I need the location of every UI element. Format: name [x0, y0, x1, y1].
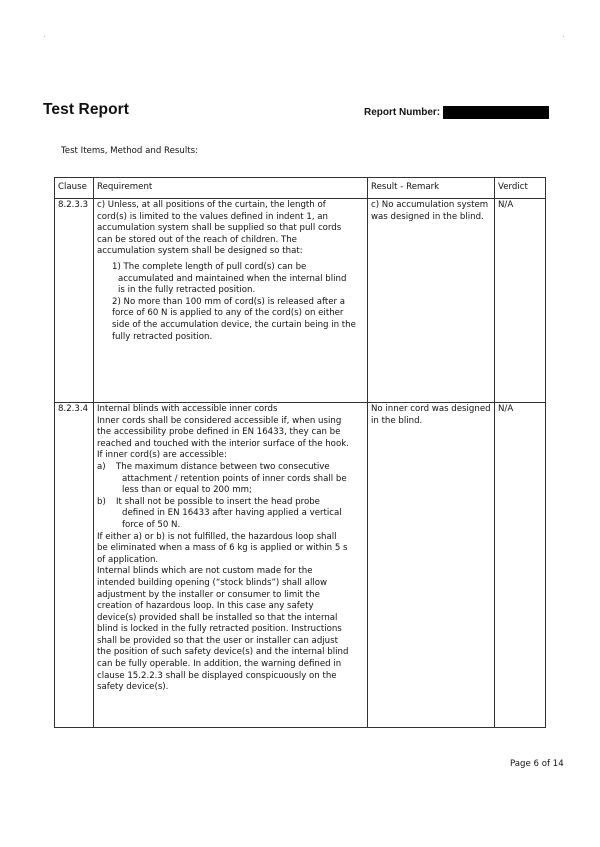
requirement-line: Internal blinds with accessible inner cords: [97, 404, 278, 414]
requirement-line: of application.: [97, 554, 159, 565]
requirement-line: attachment / retention points of inner cords shall be: [122, 473, 347, 484]
requirement-line: intended building opening (“stock blinds”) shall allow: [97, 577, 328, 588]
result-cell: c) No accumulation system was designed in the blind.: [368, 199, 495, 403]
requirement-line: creation of hazardous loop. In this case any safety: [97, 601, 314, 612]
report-number-label: Report Number:: [364, 107, 441, 118]
column-header-clause: Clause: [55, 178, 94, 199]
scan-speck: [44, 36, 45, 37]
result-cell: No inner cord was designed in the blind.: [368, 403, 495, 728]
requirement-line: accumulation system shall be designed so that:: [97, 246, 303, 257]
requirement-line: clause 15.2.2.3 shall be displayed conspicuously on the: [97, 670, 337, 681]
requirement-line: less than or equal to 200 mm;: [122, 485, 252, 496]
table-header-row: [55, 178, 546, 199]
requirement-line: The maximum distance between two consecutive: [116, 461, 330, 472]
verdict-cell: N/A: [495, 199, 546, 403]
requirement-line: If inner cord(s) are accessible:: [97, 450, 227, 461]
requirement-line: accumulated and maintained when the internal blind: [118, 273, 347, 284]
requirement-line: is in the fully retracted position.: [118, 285, 256, 296]
requirement-line: can be fully operable. In addition, the warning defined in: [97, 659, 342, 670]
page-number: Page 6 of 14: [510, 759, 564, 769]
requirement-sublist: [112, 262, 364, 343]
requirement-line: device(s) provided shall be installed so that the internal: [97, 612, 338, 623]
list-label: b): [97, 496, 106, 507]
requirement-cell: [94, 199, 368, 403]
requirement-line: 1) The complete length of pull cord(s) can be: [112, 261, 307, 272]
column-header-result: Result - Remark: [368, 178, 495, 199]
scan-speck: [563, 36, 564, 37]
requirement-line: can be stored out of the reach of children. The: [97, 234, 297, 245]
page-title: Test Report: [43, 101, 130, 118]
requirement-line: blind is locked in the fully retracted position. Instructions: [97, 624, 342, 635]
requirement-line: shall be provided so that the user or installer can adjust: [97, 635, 338, 646]
requirement-line: force of 50 N.: [122, 519, 181, 530]
column-header-verdict: Verdict: [495, 178, 546, 199]
requirement-line: Inner cords shall be considered accessible if, when using: [97, 415, 342, 426]
requirement-line: accumulation system shall be supplied so that pull cords: [97, 223, 342, 234]
redaction-bar: [443, 106, 549, 119]
requirement-line: defined in EN 16433 after having applied a vertical: [122, 508, 342, 519]
requirement-cell: [94, 403, 368, 728]
requirement-line: cord(s) is limited to the values defined in indent 1, an: [97, 211, 328, 222]
requirement-line: be eliminated when a mass of 6 kg is applied or within 5 s: [97, 543, 348, 554]
clause-cell: 8.2.3.3: [55, 199, 94, 403]
table-row: [55, 199, 546, 403]
list-label: a): [97, 461, 106, 472]
requirement-line: If either a) or b) is not fulfilled, the hazardous loop shall: [97, 531, 337, 542]
requirement-line: force of 60 N is applied to any of the cord(s) on either: [112, 308, 344, 319]
verdict-cell: N/A: [495, 403, 546, 728]
requirement-line: It shall not be possible to insert the head probe: [116, 496, 320, 507]
requirement-line: 2) No more than 100 mm of cord(s) is released after a: [112, 296, 346, 307]
table-row: [55, 403, 546, 728]
list-item-a: [97, 462, 364, 474]
requirement-line: the position of such safety device(s) and the internal blind: [97, 647, 349, 658]
column-header-requirement: Requirement: [94, 178, 368, 199]
requirement-line: Internal blinds which are not custom made for the: [97, 566, 313, 577]
requirement-line: adjustment by the installer or consumer to limit the: [97, 589, 320, 600]
report-number: [364, 106, 549, 119]
clause-cell: 8.2.3.4: [55, 403, 94, 728]
list-item-b: [97, 497, 364, 509]
requirement-line: fully retracted position.: [112, 331, 213, 342]
requirement-line: c) Unless, at all positions of the curtain, the length of: [97, 200, 326, 210]
requirement-line: reached and touched with the interior surface of the hook.: [97, 438, 349, 449]
section-subtitle: Test Items, Method and Results:: [61, 146, 198, 156]
requirement-line: safety device(s).: [97, 682, 169, 693]
requirement-line: side of the accumulation device, the curtain being in the: [112, 319, 356, 330]
requirement-line: the accessibility probe defined in EN 16433, they can be: [97, 427, 341, 438]
results-table: [54, 177, 546, 728]
